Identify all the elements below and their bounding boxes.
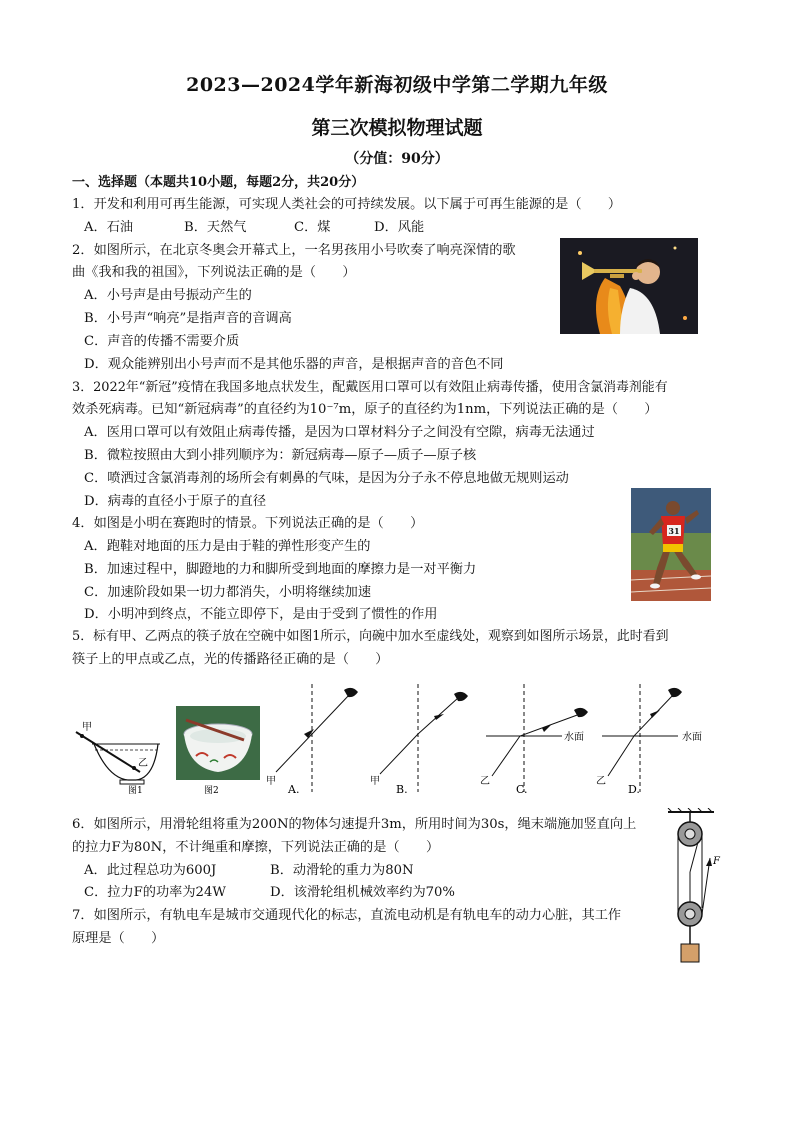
q1-option-d: D．风能: [374, 220, 425, 235]
q5-stem-line1: 5．标有甲、乙两点的筷子放在空碗中如图1所示，向碗中加水至虚线处，观察到如图所示场景，此时看到: [72, 629, 669, 644]
q4-stem: 4．如图是小明在赛跑时的情景。下列说法正确的是（ ）: [72, 516, 424, 531]
q2-stem-line1: 2．如图所示，在北京冬奥会开幕式上，一名男孩用小号吹奏了响亮深情的歌: [72, 243, 516, 258]
exam-title-line2: 第三次模拟物理试题: [311, 117, 483, 139]
q4-option-c: C．加速阶段如果一切力都消失，小明将继续加速: [84, 585, 372, 600]
exam-score: （分值：90分）: [345, 151, 449, 167]
pulley-force-label: F: [713, 856, 720, 867]
q5-figures: [68, 680, 728, 800]
q1-option-b: B．天然气: [184, 220, 247, 235]
q3-stem-line2: 效杀死病毒。已知“新冠病毒”的直径约为10⁻⁷m，原子的直径约为1nm，下列说法正确的是（ ）: [72, 402, 658, 417]
runner-bib-number: 31: [668, 526, 680, 536]
q2-option-c: C．声音的传播不需要介质: [84, 334, 240, 349]
q1-stem: 1．开发和利用可再生能源，可实现人类社会的可持续发展。以下属于可再生能源的是（ ）: [72, 197, 622, 212]
q5-option-d-diagram: [596, 684, 702, 796]
option-d-label-yi: 乙: [596, 776, 606, 787]
q3-option-d: D．病毒的直径小于原子的直径: [84, 494, 267, 509]
q6-stem-line1: 6．如图所示，用滑轮组将重为200N的物体匀速提升3m，所用时间为30s，绳末端施加竖直向上: [72, 817, 637, 832]
pulley-system-diagram: [664, 808, 726, 968]
q6-option-d: D．该滑轮组机械效率约为70%: [270, 885, 455, 900]
option-a-label-jia: 甲: [266, 776, 276, 787]
q6-option-b: B．动滑轮的重力为80N: [270, 863, 414, 878]
q5-option-c-diagram: [480, 684, 588, 796]
option-b-letter: B.: [396, 783, 408, 796]
option-b-label-jia: 甲: [370, 776, 380, 787]
q1-option-c: C．煤: [294, 220, 331, 235]
q5-option-a-diagram: [266, 684, 358, 796]
q7-stem-line2: 原理是（ ）: [72, 931, 165, 946]
exam-title-line1: 2023—2024学年新海初级中学第二学期九年级: [186, 74, 608, 96]
q3-option-a: A．医用口罩可以有效阻止病毒传播，是因为口罩材料分子之间没有空隙，病毒无法通过: [84, 425, 595, 440]
fig2-caption: 图2: [204, 786, 219, 796]
section-heading: 一、选择题（本题共10小题，每题2分，共20分）: [72, 175, 365, 190]
fig1-caption: 图1: [128, 786, 143, 796]
q4-option-a: A．跑鞋对地面的压力是由于鞋的弹性形变产生的: [84, 539, 371, 554]
q1-option-a: A．石油: [84, 220, 134, 235]
fig1-label-yi: 乙: [138, 758, 148, 769]
option-c-label-yi: 乙: [480, 776, 490, 787]
fig2-bowl-photo: [176, 706, 260, 796]
q2-stem-line2: 曲《我和我的祖国》，下列说法正确的是（ ）: [72, 265, 356, 280]
q3-stem-line1: 3．2022年“新冠”疫情在我国多地点状发生，配戴医用口罩可以有效阻止病毒传播，使用含氯消毒剂能有: [72, 380, 668, 395]
fig1-bowl-diagram: [76, 721, 160, 796]
option-d-letter: D.: [628, 783, 640, 796]
option-c-letter: C.: [516, 783, 528, 796]
q7-stem-line1: 7．如图所示，有轨电车是城市交通现代化的标志，直流电动机是有轨电车的动力心脏，其工作: [72, 908, 622, 923]
option-d-water-label: 水面: [682, 732, 702, 743]
option-a-letter: A.: [288, 783, 300, 796]
q5-option-b-diagram: [370, 684, 468, 796]
q5-stem-line2: 筷子上的甲点或乙点，光的传播路径正确的是（ ）: [72, 652, 389, 667]
q3-option-c: C．喷洒过含氯消毒剂的场所会有刺鼻的气味，是因为分子永不停息地做无规则运动: [84, 471, 569, 486]
fig1-label-jia: 甲: [82, 722, 92, 733]
q3-option-b: B．微粒按照由大到小排列顺序为：新冠病毒—原子—质子—原子核: [84, 448, 477, 463]
q2-option-b: B．小号声“响亮”是指声音的音调高: [84, 311, 292, 326]
q6-option-a: A．此过程总功为600J: [84, 863, 217, 878]
runner-photo: [631, 488, 711, 601]
q6-option-c: C．拉力F的功率为24W: [84, 885, 226, 900]
q4-option-d: D．小明冲到终点，不能立即停下，是由于受到了惯性的作用: [84, 607, 438, 622]
trumpet-boy-photo: [560, 238, 698, 334]
q2-option-a: A．小号声是由号振动产生的: [84, 288, 252, 303]
q2-option-d: D．观众能辨别出小号声而不是其他乐器的声音，是根据声音的音色不同: [84, 357, 504, 372]
option-c-water-label: 水面: [564, 732, 584, 743]
q4-option-b: B．加速过程中，脚蹬地的力和脚所受到地面的摩擦力是一对平衡力: [84, 562, 477, 577]
q6-stem-line2: 的拉力F为80N，不计绳重和摩擦，下列说法正确的是（ ）: [72, 840, 440, 855]
